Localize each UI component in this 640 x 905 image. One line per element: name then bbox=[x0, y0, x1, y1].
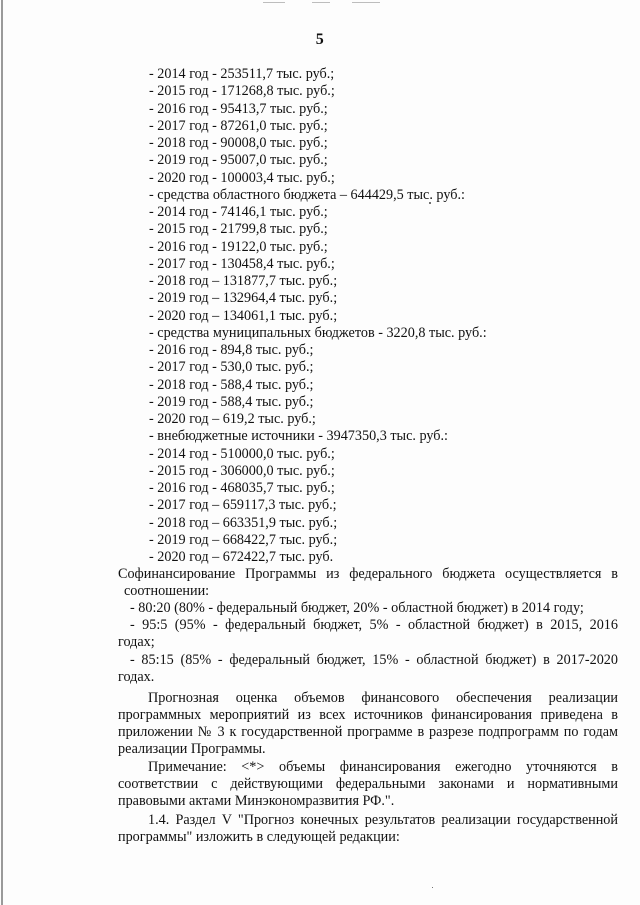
funding-list bbox=[149, 66, 487, 566]
cofinancing-paragraph-cont bbox=[118, 583, 618, 600]
paragraph-line: Примечание: <*> объемы финансирования ежегодно уточняются в bbox=[148, 759, 618, 775]
paragraph-line: 1.4. Раздел V "Прогноз конечных результатов реализации государственной bbox=[148, 812, 618, 828]
scan-artifact bbox=[352, 2, 380, 3]
cofinancing-item-2-cont bbox=[118, 634, 618, 651]
funding-list-item: - средства муниципальных бюджетов - 3220,8 тыс. руб.: bbox=[149, 324, 487, 341]
cofinancing-item-3 bbox=[130, 652, 618, 669]
paragraph-line: - 85:15 (85% - федеральный бюджет, 15% - областной бюджет) в 2017-2020 bbox=[130, 652, 618, 668]
funding-list-item: - 2020 год – 672422,7 тыс. руб. bbox=[149, 549, 334, 565]
paragraph-line: Софинансирование Программы из федерального бюджета осуществляется в bbox=[118, 566, 618, 582]
paragraph-line: реализации Программы. bbox=[118, 741, 266, 757]
scan-speck bbox=[432, 887, 433, 888]
funding-list-item: - 2019 год - 95007,0 тыс. руб.; bbox=[149, 152, 328, 169]
funding-list-item: - средства областного бюджета – 644429,5 тыс. руб.: bbox=[149, 186, 465, 203]
page-number: 5 bbox=[315, 31, 325, 48]
section-paragraph bbox=[148, 812, 618, 829]
funding-list-item: - 2016 год - 19122,0 тыс. руб.; bbox=[149, 238, 328, 255]
paragraph-line: программных мероприятий из всех источников финансирования приведена в bbox=[118, 707, 618, 723]
paragraph-line: соотношении: bbox=[124, 583, 210, 599]
forecast-paragraph-cont bbox=[118, 707, 618, 758]
note-paragraph bbox=[148, 759, 618, 776]
funding-list-item: - 2018 год - 588,4 тыс. руб.; bbox=[149, 376, 314, 393]
scan-artifact bbox=[312, 2, 330, 3]
funding-list-item: - 2016 год - 468035,7 тыс. руб.; bbox=[149, 480, 335, 496]
funding-list-item: - 2019 год – 668422,7 тыс. руб.; bbox=[149, 531, 338, 548]
funding-list-item: - 2020 год - 100003,4 тыс. руб.; bbox=[149, 169, 335, 186]
funding-list-item: - 2016 год - 894,8 тыс. руб.; bbox=[149, 342, 314, 358]
funding-list-item: - 2017 год - 530,0 тыс. руб.; bbox=[149, 359, 314, 376]
funding-list-item: - 2018 год – 663351,9 тыс. руб.; bbox=[149, 514, 338, 531]
paragraph-line: - 80:20 (80% - федеральный бюджет, 20% - областной бюджет) в 2014 году; bbox=[130, 600, 584, 616]
cofinancing-paragraph bbox=[118, 566, 618, 583]
cofinancing-item-1 bbox=[130, 600, 600, 617]
funding-list-item: - 2015 год - 306000,0 тыс. руб.; bbox=[149, 462, 335, 479]
paragraph-line: - 95:5 (95% - федеральный бюджет, 5% - областной бюджет) в 2015, 2016 bbox=[130, 617, 618, 633]
funding-list-item: - 2017 год - 87261,0 тыс. руб.; bbox=[149, 117, 328, 134]
section-paragraph-cont bbox=[118, 829, 618, 846]
funding-list-item: - 2018 год - 90008,0 тыс. руб.; bbox=[149, 135, 328, 151]
funding-list-item: - 2017 год – 659117,3 тыс. руб.; bbox=[149, 497, 337, 514]
scan-page-edge bbox=[1, 0, 3, 905]
funding-list-item: - 2014 год - 253511,7 тыс. руб.; bbox=[149, 66, 335, 82]
funding-list-item: - 2018 год – 131877,7 тыс. руб.; bbox=[149, 273, 338, 289]
scan-artifact bbox=[263, 2, 285, 3]
paragraph-line: программы" изложить в следующей редакции: bbox=[118, 829, 400, 845]
paragraph-line: годах; bbox=[118, 634, 155, 650]
funding-list-item: - 2014 год - 510000,0 тыс. руб.; bbox=[149, 445, 335, 462]
funding-list-item: - 2014 год - 74146,1 тыс. руб.; bbox=[149, 204, 328, 220]
paragraph-line: правовыми актами Минэкономразвития РФ.". bbox=[118, 793, 395, 809]
forecast-paragraph bbox=[148, 690, 618, 707]
paragraph-line: соответствии с действующими федеральными законами и нормативными bbox=[118, 776, 618, 792]
paragraph-line: Прогнозная оценка объемов финансового обеспечения реализации bbox=[148, 690, 618, 706]
cofinancing-item-3-cont bbox=[118, 669, 618, 686]
paragraph-line: годах. bbox=[118, 669, 155, 685]
cofinancing-item-2 bbox=[130, 617, 618, 634]
funding-list-item: - 2020 год – 134061,1 тыс. руб.; bbox=[149, 307, 338, 324]
funding-list-item: - 2017 год - 130458,4 тыс. руб.; bbox=[149, 255, 335, 272]
funding-list-item: - 2015 год - 171268,8 тыс. руб.; bbox=[149, 83, 335, 100]
funding-list-item: - 2015 год - 21799,8 тыс. руб.; bbox=[149, 221, 328, 238]
funding-list-item: - внебюджетные источники - 3947350,3 тыс. руб.: bbox=[149, 428, 448, 445]
funding-list-item: - 2016 год - 95413,7 тыс. руб.; bbox=[149, 100, 328, 117]
note-paragraph-cont bbox=[118, 776, 618, 810]
funding-list-item: - 2020 год – 619,2 тыс. руб.; bbox=[149, 411, 316, 427]
funding-list-item: - 2019 год - 588,4 тыс. руб.; bbox=[149, 393, 314, 410]
paragraph-line: приложении № 3 к государственной программе в разрезе подпрограмм по годам bbox=[118, 724, 618, 740]
funding-list-item: - 2019 год – 132964,4 тыс. руб.; bbox=[149, 290, 338, 307]
